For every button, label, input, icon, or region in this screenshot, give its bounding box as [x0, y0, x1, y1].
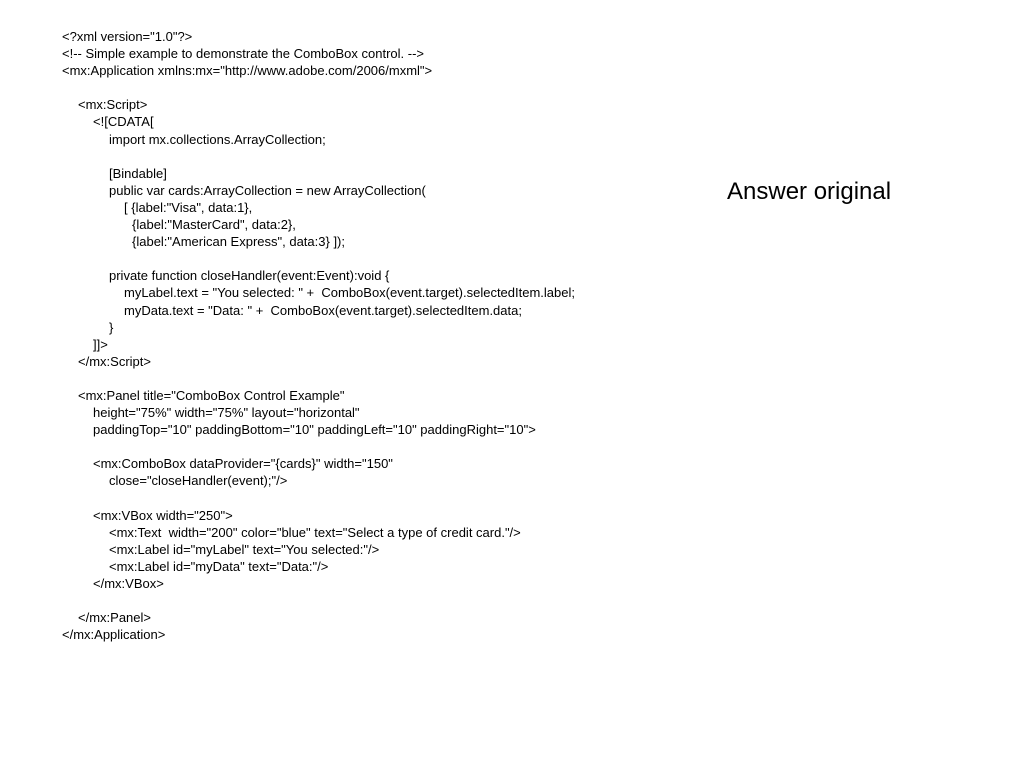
- code-line: <?xml version="1.0"?>: [62, 29, 193, 44]
- answer-original-label: Answer original: [727, 178, 892, 205]
- code-line: height="75%" width="75%" layout="horizontal": [93, 405, 360, 421]
- code-line: private function closeHandler(event:Event):void {: [109, 268, 390, 284]
- code-line: <mx:Label id="myData" text="Data:"/>: [109, 558, 329, 574]
- code-line: <!-- Simple example to demonstrate the ComboBox control. -->: [62, 46, 424, 62]
- code-line: [62, 438, 575, 455]
- code-line: [62, 250, 575, 267]
- code-line: <mx:Text width="200" color="blue" text="Select a type of credit card."/>: [109, 524, 521, 540]
- code-line: </mx:Script>: [78, 353, 151, 369]
- code-line: [62, 370, 575, 387]
- code-line: }: [109, 319, 114, 335]
- code-line: [ {label:"Visa", data:1},: [124, 199, 253, 215]
- code-line: <mx:Panel title="ComboBox Control Example": [78, 387, 345, 403]
- code-line: [Bindable]: [109, 165, 167, 181]
- code-line: public var cards:ArrayCollection = new ArrayCollection(: [109, 182, 426, 198]
- code-line: </mx:Panel>: [78, 610, 151, 626]
- code-line: [62, 490, 575, 507]
- code-line: <mx:Label id="myLabel" text="You selected:"/>: [109, 541, 380, 557]
- code-line: ]]>: [93, 336, 108, 352]
- code-line: </mx:Application>: [62, 627, 166, 643]
- code-line: close="closeHandler(event);"/>: [109, 473, 288, 489]
- code-line: paddingTop="10" paddingBottom="10" paddingLeft="10" paddingRight="10">: [93, 422, 536, 438]
- code-line: import mx.collections.ArrayCollection;: [109, 131, 326, 147]
- code-line: <mx:Script>: [78, 97, 148, 113]
- code-line: <mx:VBox width="250">: [93, 507, 233, 523]
- code-line: {label:"MasterCard", data:2},: [132, 217, 296, 233]
- code-line: <mx:ComboBox dataProvider="{cards}" width="150": [93, 456, 393, 472]
- code-line: [62, 79, 575, 96]
- code-line: [62, 592, 575, 609]
- code-line: <mx:Application xmlns:mx="http://www.adobe.com/2006/mxml">: [62, 63, 433, 79]
- code-line: <![CDATA[: [93, 114, 154, 130]
- code-line: [62, 148, 575, 165]
- code-line: myData.text = "Data: " + ComboBox(event.target).selectedItem.data;: [124, 302, 522, 318]
- code-line: </mx:VBox>: [93, 576, 164, 591]
- code-listing: [62, 28, 575, 643]
- code-line: myLabel.text = "You selected: " + ComboBox(event.target).selectedItem.label;: [124, 285, 575, 301]
- code-line: {label:"American Express", data:3} ]);: [132, 234, 346, 250]
